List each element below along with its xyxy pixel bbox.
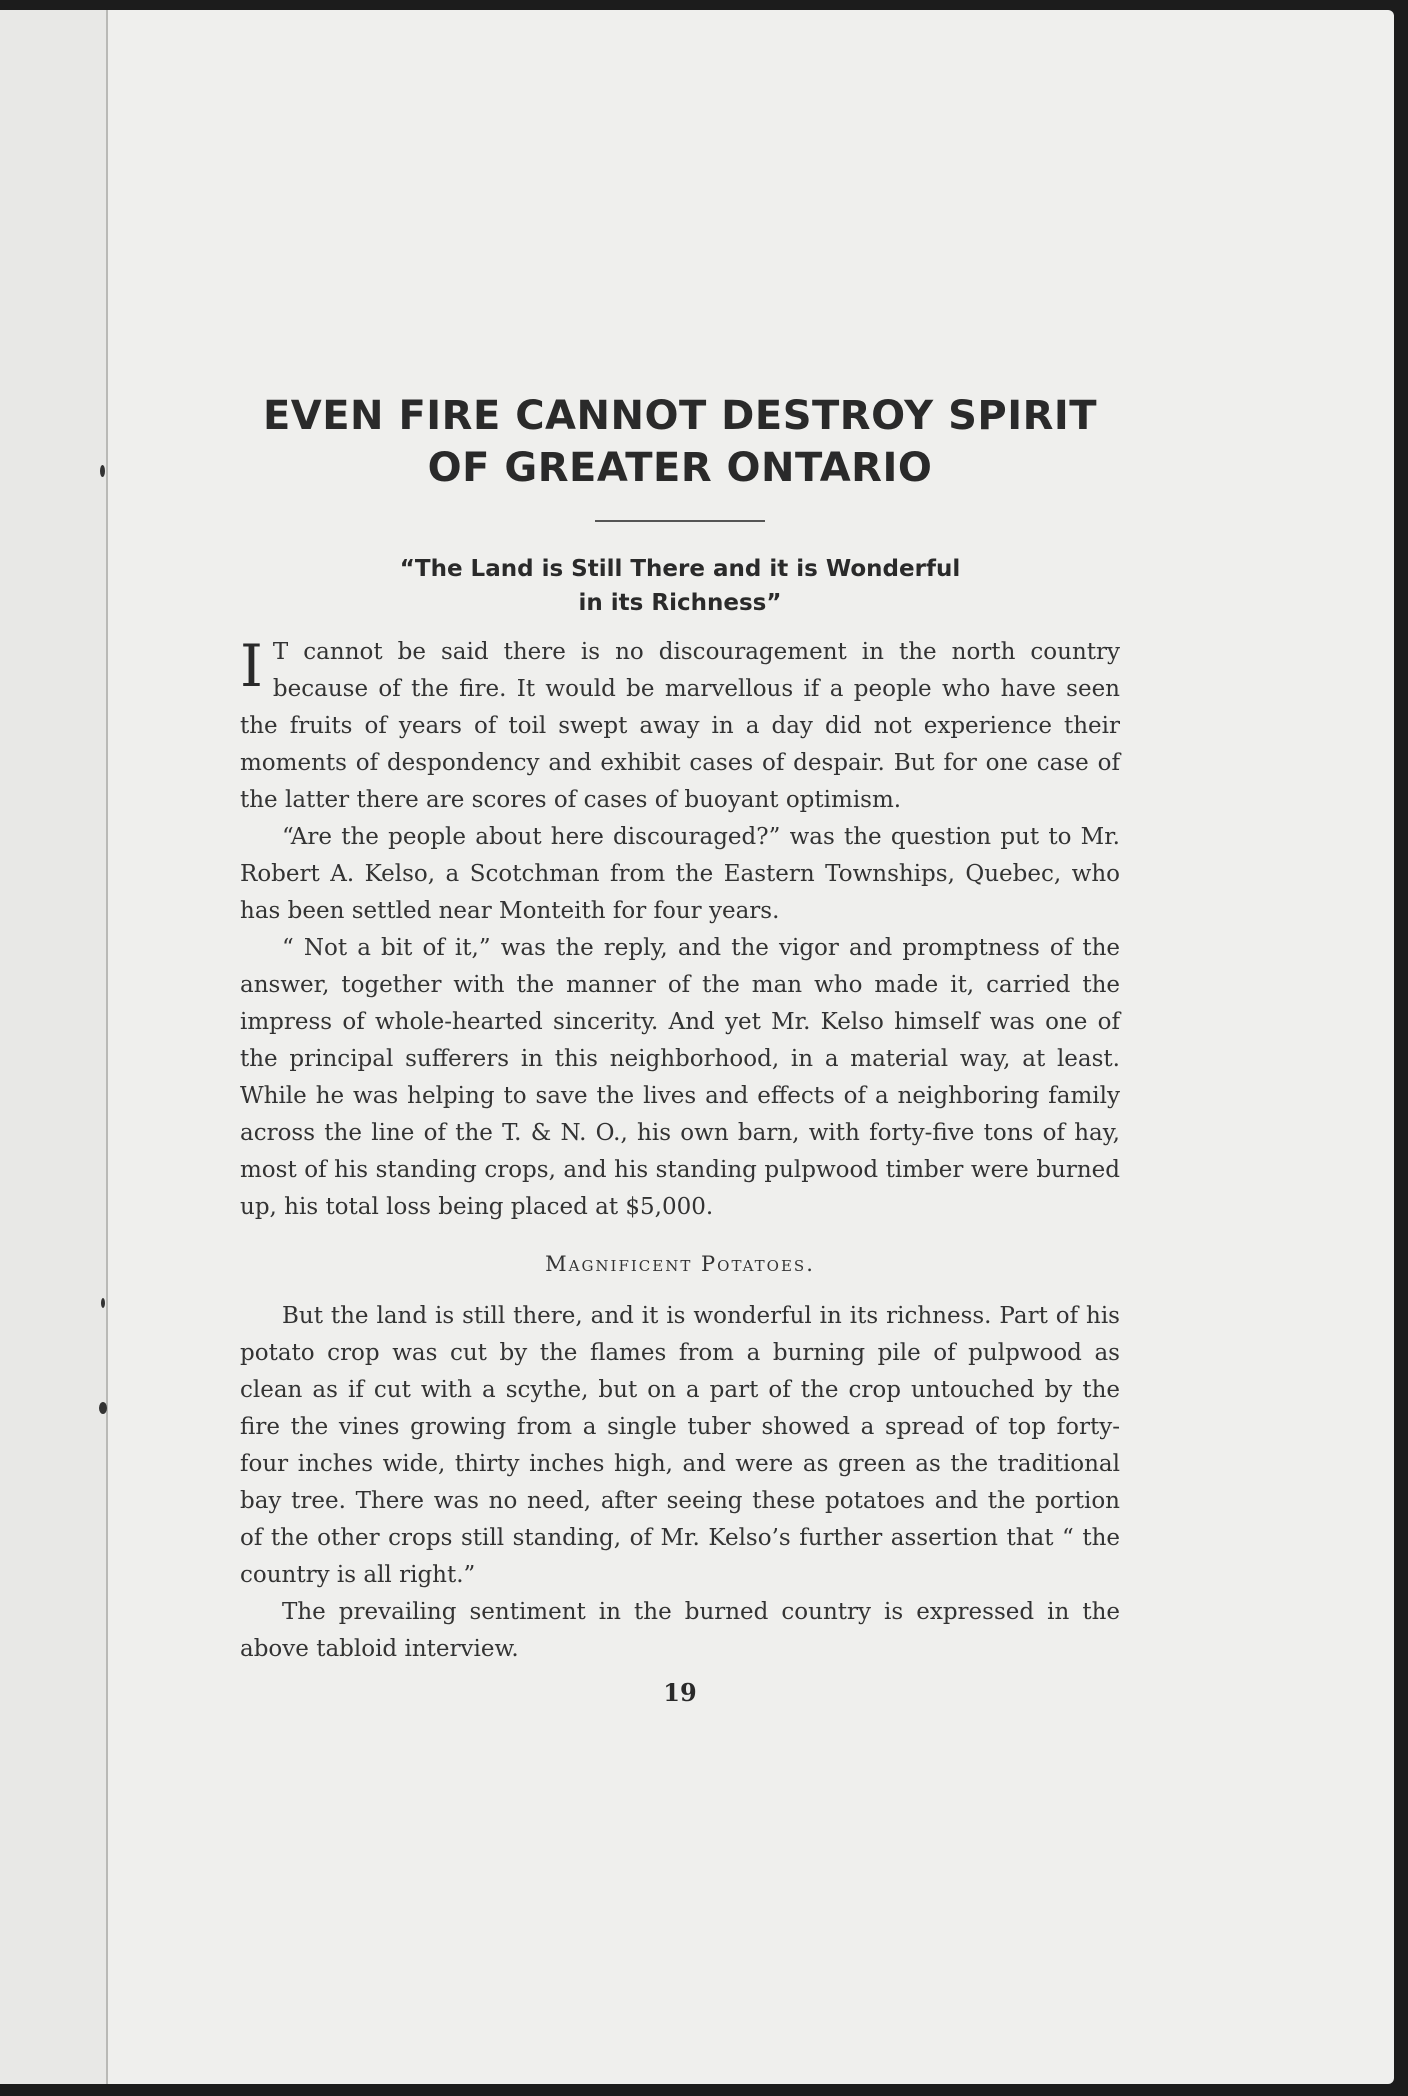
page-number: 19 xyxy=(663,1678,697,1707)
subtitle-line-2: in its Richness” xyxy=(578,590,782,616)
ink-speck xyxy=(100,465,105,477)
paragraph-1 xyxy=(240,634,1120,819)
title-line-1: EVEN FIRE CANNOT DESTROY SPIRIT xyxy=(262,393,1098,439)
page-gutter xyxy=(0,10,108,2084)
article-title xyxy=(240,390,1120,494)
paragraph-3: “ Not a bit of it,” was the reply, and the vigor and promptness of the answer, together with the manner of the man who made it, carried the impress of whole-hearted sincerity. And yet Mr. Kelso himself was one of the principal sufferers in this neighborhood, in a material way, at least. While he was helping to save the lives and effects of a neighboring family across the line of the T. & N. O., his own barn, with forty-five tons of hay, most of his standing crops, and his standing pulpwood timber were burned up, his total loss being placed at $5,000. xyxy=(240,935,1120,1220)
subtitle-line-1: “The Land is Still There and it is Wonderful xyxy=(399,556,961,582)
section-heading: Magnificent Potatoes. xyxy=(545,1252,815,1276)
paragraph-1-text: T cannot be said there is no discouragement in the north country because of the fire. It would be marvellous if a people who have seen the fruits of years of toil swept away in a day did not experience their moments of despondency and exhibit cases of despair. But for one case of the latter there are scores of cases of buoyant optimism. xyxy=(240,639,1120,813)
ink-speck xyxy=(99,1402,107,1414)
drop-cap: I xyxy=(240,632,263,700)
paragraph-2: “Are the people about here discouraged?” was the question put to Mr. Robert A. Kelso, a Scotchman from the Eastern Townships, Quebec, who has been settled near Monteith for four years. xyxy=(240,824,1120,924)
title-divider xyxy=(595,520,765,522)
paragraph-5: The prevailing sentiment in the burned country is expressed in the above tabloid interview. xyxy=(240,1599,1120,1662)
ink-speck xyxy=(101,1298,105,1308)
article-subtitle xyxy=(240,552,1120,620)
paragraph-4: But the land is still there, and it is wonderful in its richness. Part of his potato crop was cut by the flames from a burning pile of pulpwood as clean as if cut with a scythe, but on a part of the crop untouched by the fire the vines growing from a single tuber showed a spread of top forty-four inches wide, thirty inches high, and were as green as the traditional bay tree. There was no need, after seeing these potatoes and the portion of the other crops still standing, of Mr. Kelso’s further assertion that “ the country is all right.” xyxy=(240,1303,1120,1588)
title-line-2: OF GREATER ONTARIO xyxy=(427,445,933,491)
article xyxy=(240,390,1120,1707)
book-page xyxy=(0,10,1394,2084)
